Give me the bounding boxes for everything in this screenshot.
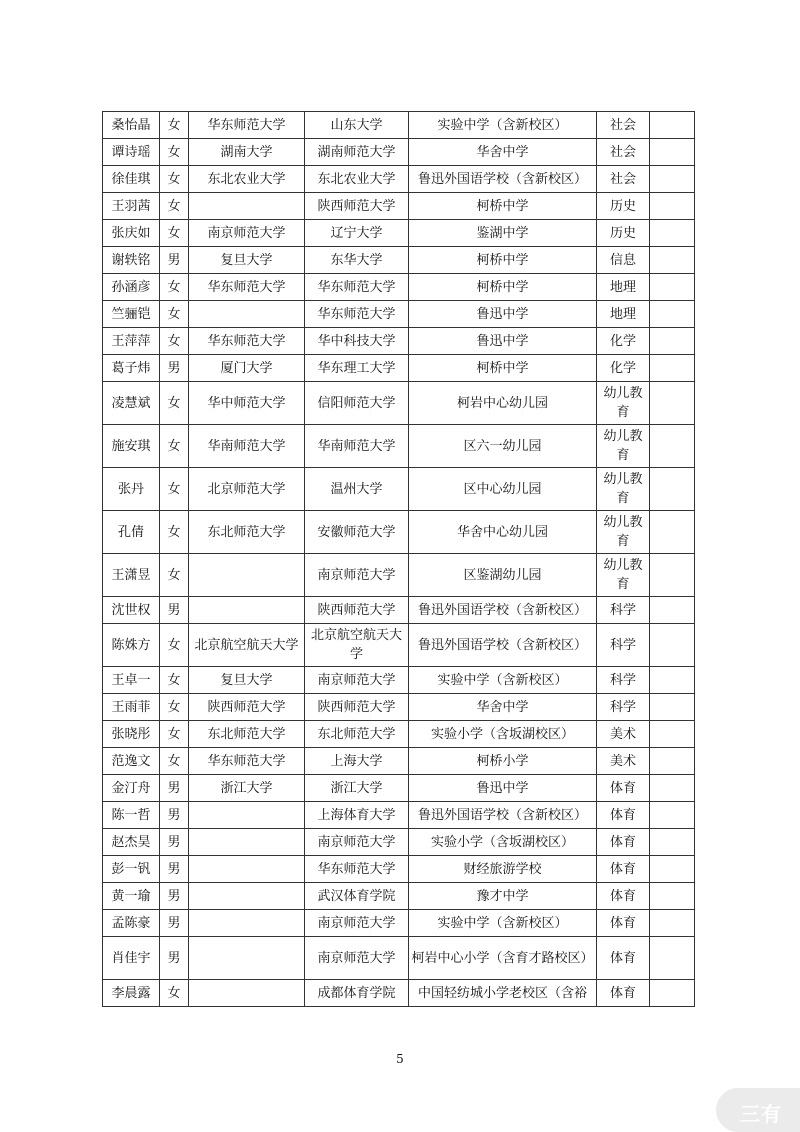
gender-cell: 男 (160, 247, 189, 274)
gender-cell: 女 (160, 220, 189, 247)
name-cell: 施安琪 (103, 425, 160, 468)
undergrad-school-cell (189, 193, 305, 220)
gender-cell: 女 (160, 624, 189, 667)
gender-cell: 男 (160, 597, 189, 624)
subject-cell: 体育 (597, 883, 650, 910)
assigned-school-cell: 实验小学（含坂湖校区） (409, 721, 597, 748)
table-row (103, 910, 695, 937)
undergrad-school-cell: 陕西师范大学 (189, 694, 305, 721)
assigned-school-cell: 区鉴湖幼儿园 (409, 554, 597, 597)
blank-cell (650, 274, 695, 301)
table-row (103, 468, 695, 511)
grad-school-cell: 上海体育大学 (305, 802, 409, 829)
name-cell: 王羽茜 (103, 193, 160, 220)
table-row (103, 624, 695, 667)
undergrad-school-cell (189, 883, 305, 910)
undergrad-school-cell (189, 802, 305, 829)
undergrad-school-cell (189, 937, 305, 980)
blank-cell (650, 193, 695, 220)
table-row (103, 937, 695, 980)
name-cell: 徐佳琪 (103, 166, 160, 193)
grad-school-cell: 陕西师范大学 (305, 694, 409, 721)
gender-cell: 女 (160, 166, 189, 193)
name-cell: 黄一瑜 (103, 883, 160, 910)
table-row (103, 425, 695, 468)
table-row (103, 247, 695, 274)
grad-school-cell: 东北农业大学 (305, 166, 409, 193)
subject-cell: 化学 (597, 328, 650, 355)
subject-cell: 科学 (597, 597, 650, 624)
blank-cell (650, 301, 695, 328)
blank-cell (650, 511, 695, 554)
grad-school-cell: 南京师范大学 (305, 910, 409, 937)
grad-school-cell: 华南师范大学 (305, 425, 409, 468)
table-row (103, 139, 695, 166)
subject-cell: 历史 (597, 193, 650, 220)
name-cell: 彭一钒 (103, 856, 160, 883)
blank-cell (650, 247, 695, 274)
name-cell: 金汀舟 (103, 775, 160, 802)
name-cell: 孟陈豪 (103, 910, 160, 937)
blank-cell (650, 554, 695, 597)
subject-cell: 幼儿教育 (597, 554, 650, 597)
roster-table (102, 111, 695, 1007)
grad-school-cell: 湖南师范大学 (305, 139, 409, 166)
undergrad-school-cell: 北京航空航天大学 (189, 624, 305, 667)
blank-cell (650, 112, 695, 139)
subject-cell: 体育 (597, 775, 650, 802)
subject-cell: 科学 (597, 667, 650, 694)
name-cell: 谢轶铭 (103, 247, 160, 274)
gender-cell: 女 (160, 554, 189, 597)
undergrad-school-cell: 华中师范大学 (189, 382, 305, 425)
undergrad-school-cell: 复旦大学 (189, 667, 305, 694)
blank-cell (650, 748, 695, 775)
subject-cell: 体育 (597, 802, 650, 829)
assigned-school-cell: 柯岩中心幼儿园 (409, 382, 597, 425)
assigned-school-cell: 区六一幼儿园 (409, 425, 597, 468)
name-cell: 凌慧斌 (103, 382, 160, 425)
table-row (103, 112, 695, 139)
grad-school-cell: 辽宁大学 (305, 220, 409, 247)
watermark-text: 三有 (740, 1102, 782, 1126)
grad-school-cell: 安徽师范大学 (305, 511, 409, 554)
blank-cell (650, 980, 695, 1007)
table-row (103, 748, 695, 775)
gender-cell: 女 (160, 468, 189, 511)
assigned-school-cell: 柯桥中学 (409, 193, 597, 220)
table-row (103, 382, 695, 425)
undergrad-school-cell: 浙江大学 (189, 775, 305, 802)
subject-cell: 化学 (597, 355, 650, 382)
blank-cell (650, 694, 695, 721)
blank-cell (650, 139, 695, 166)
grad-school-cell: 上海大学 (305, 748, 409, 775)
name-cell: 桑怡晶 (103, 112, 160, 139)
grad-school-cell: 华东师范大学 (305, 856, 409, 883)
table-row (103, 829, 695, 856)
blank-cell (650, 328, 695, 355)
subject-cell: 社会 (597, 139, 650, 166)
watermark-logo (716, 1088, 800, 1132)
subject-cell: 科学 (597, 694, 650, 721)
table-row (103, 220, 695, 247)
undergrad-school-cell: 厦门大学 (189, 355, 305, 382)
assigned-school-cell: 柯桥中学 (409, 355, 597, 382)
blank-cell (650, 775, 695, 802)
assigned-school-cell: 实验中学（含新校区） (409, 910, 597, 937)
blank-cell (650, 937, 695, 980)
grad-school-cell: 华东师范大学 (305, 274, 409, 301)
assigned-school-cell: 鲁迅外国语学校（含新校区） (409, 166, 597, 193)
subject-cell: 体育 (597, 937, 650, 980)
blank-cell (650, 721, 695, 748)
assigned-school-cell: 华舍中心幼儿园 (409, 511, 597, 554)
blank-cell (650, 856, 695, 883)
gender-cell: 女 (160, 193, 189, 220)
blank-cell (650, 425, 695, 468)
gender-cell: 女 (160, 112, 189, 139)
table-row (103, 980, 695, 1007)
name-cell: 葛子炜 (103, 355, 160, 382)
name-cell: 谭诗瑶 (103, 139, 160, 166)
table-row (103, 355, 695, 382)
undergrad-school-cell (189, 597, 305, 624)
assigned-school-cell: 华舍中学 (409, 139, 597, 166)
blank-cell (650, 910, 695, 937)
subject-cell: 社会 (597, 112, 650, 139)
undergrad-school-cell: 复旦大学 (189, 247, 305, 274)
table-row (103, 597, 695, 624)
grad-school-cell: 南京师范大学 (305, 667, 409, 694)
undergrad-school-cell (189, 554, 305, 597)
undergrad-school-cell: 北京师范大学 (189, 468, 305, 511)
table-row (103, 802, 695, 829)
subject-cell: 历史 (597, 220, 650, 247)
gender-cell: 女 (160, 748, 189, 775)
grad-school-cell: 成都体育学院 (305, 980, 409, 1007)
blank-cell (650, 624, 695, 667)
subject-cell: 体育 (597, 980, 650, 1007)
table-row (103, 883, 695, 910)
table-row (103, 667, 695, 694)
blank-cell (650, 667, 695, 694)
assigned-school-cell: 柯桥中学 (409, 247, 597, 274)
subject-cell: 幼儿教育 (597, 425, 650, 468)
blank-cell (650, 355, 695, 382)
gender-cell: 女 (160, 425, 189, 468)
name-cell: 王卓一 (103, 667, 160, 694)
gender-cell: 男 (160, 802, 189, 829)
table-row (103, 694, 695, 721)
blank-cell (650, 220, 695, 247)
undergrad-school-cell (189, 301, 305, 328)
subject-cell: 幼儿教育 (597, 468, 650, 511)
grad-school-cell: 温州大学 (305, 468, 409, 511)
gender-cell: 男 (160, 856, 189, 883)
gender-cell: 女 (160, 328, 189, 355)
name-cell: 竺骊铠 (103, 301, 160, 328)
table-row (103, 775, 695, 802)
table-row (103, 166, 695, 193)
undergrad-school-cell: 华东师范大学 (189, 112, 305, 139)
gender-cell: 女 (160, 139, 189, 166)
table-row (103, 193, 695, 220)
assigned-school-cell: 财经旅游学校 (409, 856, 597, 883)
grad-school-cell: 华东师范大学 (305, 301, 409, 328)
subject-cell: 地理 (597, 301, 650, 328)
gender-cell: 男 (160, 883, 189, 910)
undergrad-school-cell (189, 856, 305, 883)
blank-cell (650, 166, 695, 193)
grad-school-cell: 浙江大学 (305, 775, 409, 802)
blank-cell (650, 883, 695, 910)
table-row (103, 856, 695, 883)
subject-cell: 幼儿教育 (597, 382, 650, 425)
grad-school-cell: 华中科技大学 (305, 328, 409, 355)
gender-cell: 男 (160, 937, 189, 980)
undergrad-school-cell (189, 980, 305, 1007)
blank-cell (650, 802, 695, 829)
assigned-school-cell: 鲁迅外国语学校（含新校区） (409, 802, 597, 829)
assigned-school-cell: 柯桥中学 (409, 274, 597, 301)
undergrad-school-cell (189, 829, 305, 856)
name-cell: 陈姝方 (103, 624, 160, 667)
undergrad-school-cell: 华南师范大学 (189, 425, 305, 468)
name-cell: 李晨露 (103, 980, 160, 1007)
assigned-school-cell: 实验中学（含新校区） (409, 112, 597, 139)
undergrad-school-cell: 华东师范大学 (189, 748, 305, 775)
undergrad-school-cell: 南京师范大学 (189, 220, 305, 247)
name-cell: 沈世权 (103, 597, 160, 624)
assigned-school-cell: 柯桥小学 (409, 748, 597, 775)
grad-school-cell: 信阳师范大学 (305, 382, 409, 425)
gender-cell: 男 (160, 775, 189, 802)
grad-school-cell: 南京师范大学 (305, 937, 409, 980)
undergrad-school-cell: 华东师范大学 (189, 328, 305, 355)
table-row (103, 554, 695, 597)
name-cell: 孔倩 (103, 511, 160, 554)
gender-cell: 女 (160, 274, 189, 301)
gender-cell: 男 (160, 355, 189, 382)
gender-cell: 男 (160, 910, 189, 937)
grad-school-cell: 武汉体育学院 (305, 883, 409, 910)
subject-cell: 体育 (597, 910, 650, 937)
assigned-school-cell: 鲁迅中学 (409, 301, 597, 328)
assigned-school-cell: 柯岩中心小学（含育才路校区） (409, 937, 597, 980)
table-row (103, 274, 695, 301)
table-row (103, 721, 695, 748)
roster-body (103, 112, 695, 1007)
blank-cell (650, 597, 695, 624)
name-cell: 肖佳宇 (103, 937, 160, 980)
table-row (103, 511, 695, 554)
subject-cell: 美术 (597, 721, 650, 748)
undergrad-school-cell: 华东师范大学 (189, 274, 305, 301)
gender-cell: 女 (160, 301, 189, 328)
name-cell: 陈一哲 (103, 802, 160, 829)
grad-school-cell: 陕西师范大学 (305, 597, 409, 624)
subject-cell: 体育 (597, 829, 650, 856)
assigned-school-cell: 中国轻纺城小学老校区（含裕 (409, 980, 597, 1007)
grad-school-cell: 山东大学 (305, 112, 409, 139)
assigned-school-cell: 鲁迅外国语学校（含新校区） (409, 624, 597, 667)
grad-school-cell: 东华大学 (305, 247, 409, 274)
grad-school-cell: 华东理工大学 (305, 355, 409, 382)
name-cell: 张晓彤 (103, 721, 160, 748)
gender-cell: 女 (160, 980, 189, 1007)
assigned-school-cell: 鲁迅中学 (409, 328, 597, 355)
blank-cell (650, 468, 695, 511)
assigned-school-cell: 华舍中学 (409, 694, 597, 721)
page-number: 5 (396, 1052, 404, 1066)
undergrad-school-cell: 东北师范大学 (189, 721, 305, 748)
name-cell: 王潇昱 (103, 554, 160, 597)
subject-cell: 地理 (597, 274, 650, 301)
gender-cell: 女 (160, 721, 189, 748)
grad-school-cell: 南京师范大学 (305, 554, 409, 597)
undergrad-school-cell: 东北农业大学 (189, 166, 305, 193)
table-row (103, 301, 695, 328)
undergrad-school-cell: 湖南大学 (189, 139, 305, 166)
gender-cell: 女 (160, 511, 189, 554)
grad-school-cell: 东北师范大学 (305, 721, 409, 748)
blank-cell (650, 382, 695, 425)
name-cell: 张庆如 (103, 220, 160, 247)
assigned-school-cell: 实验中学（含新校区） (409, 667, 597, 694)
undergrad-school-cell (189, 910, 305, 937)
assigned-school-cell: 鲁迅中学 (409, 775, 597, 802)
name-cell: 孙涵彦 (103, 274, 160, 301)
name-cell: 范逸文 (103, 748, 160, 775)
grad-school-cell: 北京航空航天大学 (305, 624, 409, 667)
subject-cell: 科学 (597, 624, 650, 667)
blank-cell (650, 829, 695, 856)
subject-cell: 体育 (597, 856, 650, 883)
name-cell: 张丹 (103, 468, 160, 511)
assigned-school-cell: 鲁迅外国语学校（含新校区） (409, 597, 597, 624)
assigned-school-cell: 区中心幼儿园 (409, 468, 597, 511)
gender-cell: 女 (160, 382, 189, 425)
subject-cell: 美术 (597, 748, 650, 775)
name-cell: 王雨菲 (103, 694, 160, 721)
assigned-school-cell: 实验小学（含坂湖校区） (409, 829, 597, 856)
gender-cell: 女 (160, 694, 189, 721)
subject-cell: 幼儿教育 (597, 511, 650, 554)
grad-school-cell: 陕西师范大学 (305, 193, 409, 220)
undergrad-school-cell: 东北师范大学 (189, 511, 305, 554)
subject-cell: 信息 (597, 247, 650, 274)
grad-school-cell: 南京师范大学 (305, 829, 409, 856)
table-row (103, 328, 695, 355)
name-cell: 王萍萍 (103, 328, 160, 355)
gender-cell: 男 (160, 829, 189, 856)
gender-cell: 女 (160, 667, 189, 694)
name-cell: 赵杰昊 (103, 829, 160, 856)
subject-cell: 社会 (597, 166, 650, 193)
assigned-school-cell: 豫才中学 (409, 883, 597, 910)
assigned-school-cell: 鉴湖中学 (409, 220, 597, 247)
